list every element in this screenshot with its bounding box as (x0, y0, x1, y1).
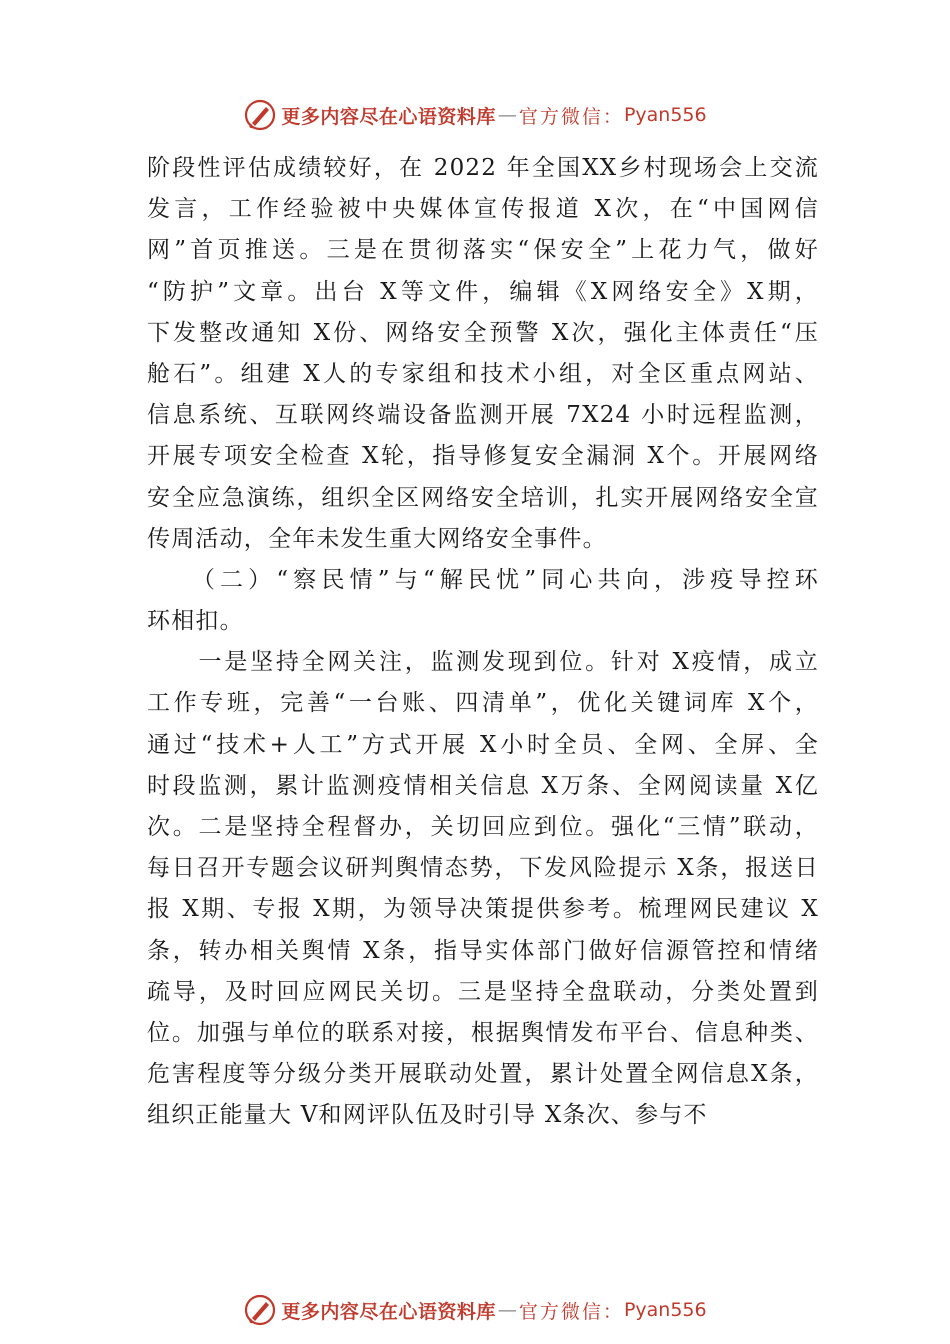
body-line: 疏导，及时回应网民关切。三是坚持全盘联动，分类处置到 (147, 978, 819, 1005)
section-heading: 环相扣。 (147, 608, 244, 635)
body-line: 位。加强与单位的联系对接，根据舆情发布平台、信息种类、 (147, 1019, 819, 1046)
body-line: 条，转办相关舆情 X条，指导实体部门做好信源管控和情绪 (147, 937, 819, 964)
body-line: 时段监测，累计监测疫情相关信息 X万条、全网阅读量 X亿 (147, 772, 819, 799)
footer-official-label: 官方微信： (518, 1300, 624, 1323)
body-line: 阶段性评估成绩较好，在 2022 年全国XX乡村现场会上交流 (147, 155, 819, 181)
body-line: “防护”文章。出台 X等文件，编辑《X网络安全》X期， (147, 278, 819, 305)
brush-logo-icon (243, 98, 277, 132)
body-line: 下发整改通知 X份、网络安全预警 X次，强化主体责任“压 (147, 319, 819, 346)
body-line: 组织正能量大 V和网评队伍及时引导 X条次、参与不 (147, 1102, 708, 1129)
header-brand: 更多内容尽在心语资料库 (281, 105, 496, 128)
header-separator: — (497, 104, 517, 126)
body-line: 通过“技术+人工”方式开展 X小时全员、全网、全屏、全 (147, 731, 819, 758)
header-banner (0, 95, 950, 135)
brush-logo-icon (243, 1293, 277, 1327)
body-line: 一是坚持全网关注，监测发现到位。针对 X疫情，成立 (147, 649, 819, 676)
body-line: 安全应急演练，组织全区网络安全培训，扎实开展网络安全宣 (147, 484, 819, 511)
body-line: 网”首页推送。三是在贯彻落实“保安全”上花力气，做好 (147, 237, 819, 264)
header-wechat-id: Pyan556 (623, 104, 707, 126)
body-line: 每日召开专题会议研判舆情态势，下发风险提示 X条，报送日 (147, 855, 819, 882)
footer-banner (0, 1290, 950, 1330)
footer-brand: 更多内容尽在心语资料库 (281, 1300, 496, 1323)
body-line: 发言，工作经验被中央媒体宣传报道 X次，在“中国网信 (147, 196, 819, 223)
body-line: 舱石”。组建 X人的专家组和技术小组，对全区重点网站、 (147, 360, 819, 387)
body-line: 次。二是坚持全程督办，关切回应到位。强化“三情”联动， (147, 814, 819, 840)
body-line: 报 X期、专报 X期，为领导决策提供参考。梳理网民建议 X (147, 896, 819, 923)
body-line: 工作专班，完善“一台账、四清单”，优化关键词库 X个， (147, 690, 819, 717)
footer-wechat-id: Pyan556 (623, 1299, 707, 1321)
body-line: 危害程度等分级分类开展联动处置，累计处置全网信息X条， (147, 1061, 819, 1088)
document-body (147, 148, 819, 1137)
body-line: 传周活动，全年未发生重大网络安全事件。 (147, 525, 607, 552)
section-heading: （二）“察民情”与“解民忧”同心共向，涉疫导控环 (147, 566, 819, 593)
body-line: 开展专项安全检查 X轮，指导修复安全漏洞 X个。开展网络 (147, 443, 819, 470)
footer-separator: — (497, 1299, 517, 1321)
body-line: 信息系统、互联网终端设备监测开展 7X24 小时远程监测， (147, 402, 819, 429)
header-official-label: 官方微信： (518, 105, 624, 128)
